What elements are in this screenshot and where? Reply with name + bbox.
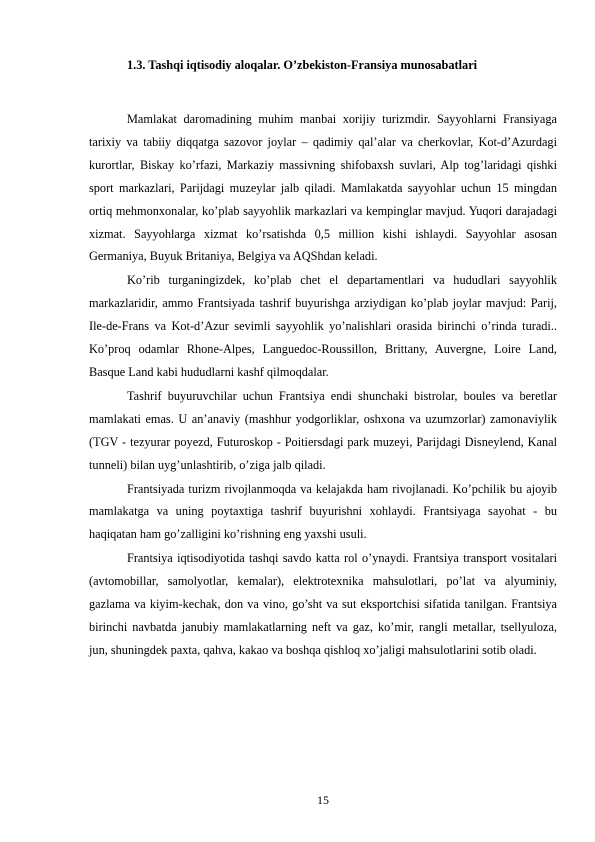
- document-page: [89, 0, 557, 842]
- paragraph-tourist-regions: Ko’rib turganingizdek, ko’plab chet el departamentlari va hududlari sayyohlik markazlaridir, ammo Frantsiyada tashrif buyurishga arziydigan ko’plab joylar mavjud: Parij, Ile-de-Frans va Kot-d’Azur sevimli sayyohlik yo’nalishlari orasida birinchi o’rinda turadi.. Ko’proq odamlar Rhone-Alpes, Languedoc-Roussillon, Brittany, Auvergne, Loire Land, Basque Land kabi hududlarni kashf qilmoqdalar.: [89, 273, 557, 379]
- paragraph-tourism-income: Mamlakat daromadining muhim manbai xorijiy turizmdir. Sayyohlarni Fransiyaga tarixiy va tabiiy diqqatga sazovor joylar – qadimiy qal’alar va cherkovlar, Kot-d’Azurdagi kurortlar, Biskay ko’rfazi, Markaziy massivning shifobaxsh suvlari, Alp tog’laridagi qishki sport markazlari, Parijdagi muzeylar jalb qiladi. Mamlakatda sayyohlar uchun 15 mingdan ortiq mehmonxonalar, ko’plab sayyohlik markazlari va kempinglar mavjud. Yuqori darajadagi xizmat. Sayyohlarga xizmat ko’rsatishda 0,5 million kishi ishlaydi. Sayyohlar asosan Germaniya, Buyuk Britaniya, Belgiya va AQShdan keladi.: [89, 112, 557, 264]
- paragraph-tourism-development: Frantsiyada turizm rivojlanmoqda va kelajakda ham rivojlanadi. Ko’pchilik bu ajoyib mamlakatga va uning poytaxtiga tashrif buyurishni xohlaydi. Frantsiyaga sayohat - bu haqiqatan ham go’zalligini ko’rishning eng yaxshi usuli.: [89, 481, 557, 542]
- body-text: [89, 108, 557, 662]
- page-number: 15: [317, 793, 329, 807]
- paragraph-tradition-modernity: Tashrif buyuruvchilar uchun Frantsiya endi shunchaki bistrolar, boules va beretlar mamlakati emas. U an’anaviy (mashhur yodgorliklar, oshxona va uzumzorlar) zamonaviylik (TGV - tezyurar poyezd, Futuroskop - Poitiersdagi park muzeyi, Parijdagi Disneylend, Kanal tunneli) bilan uyg’unlashtirib, o’ziga jalb qiladi.: [89, 388, 557, 472]
- section-heading: 1.3. Tashqi iqtisodiy aloqalar. O’zbekiston-Fransiya munosabatlari: [127, 58, 478, 72]
- paragraph-foreign-trade: Frantsiya iqtisodiyotida tashqi savdo katta rol o’ynaydi. Frantsiya transport vositalari (avtomobillar, samolyotlar, kemalar), elektrotexnika mahsulotlari, po’lat va alyuminiy, gazlama va kiyim-kechak, don va vino, go’sht va sut eksportchisi sifatida tanilgan. Frantsiya birinchi navbatda janubiy mamlakatlarning neft va gaz, ko’mir, rangli metallar, tsellyuloza, jun, shuningdek paxta, qahva, kakao va boshqa qishloq xo’jaligi mahsulotlarini sotib oladi.: [89, 551, 557, 657]
